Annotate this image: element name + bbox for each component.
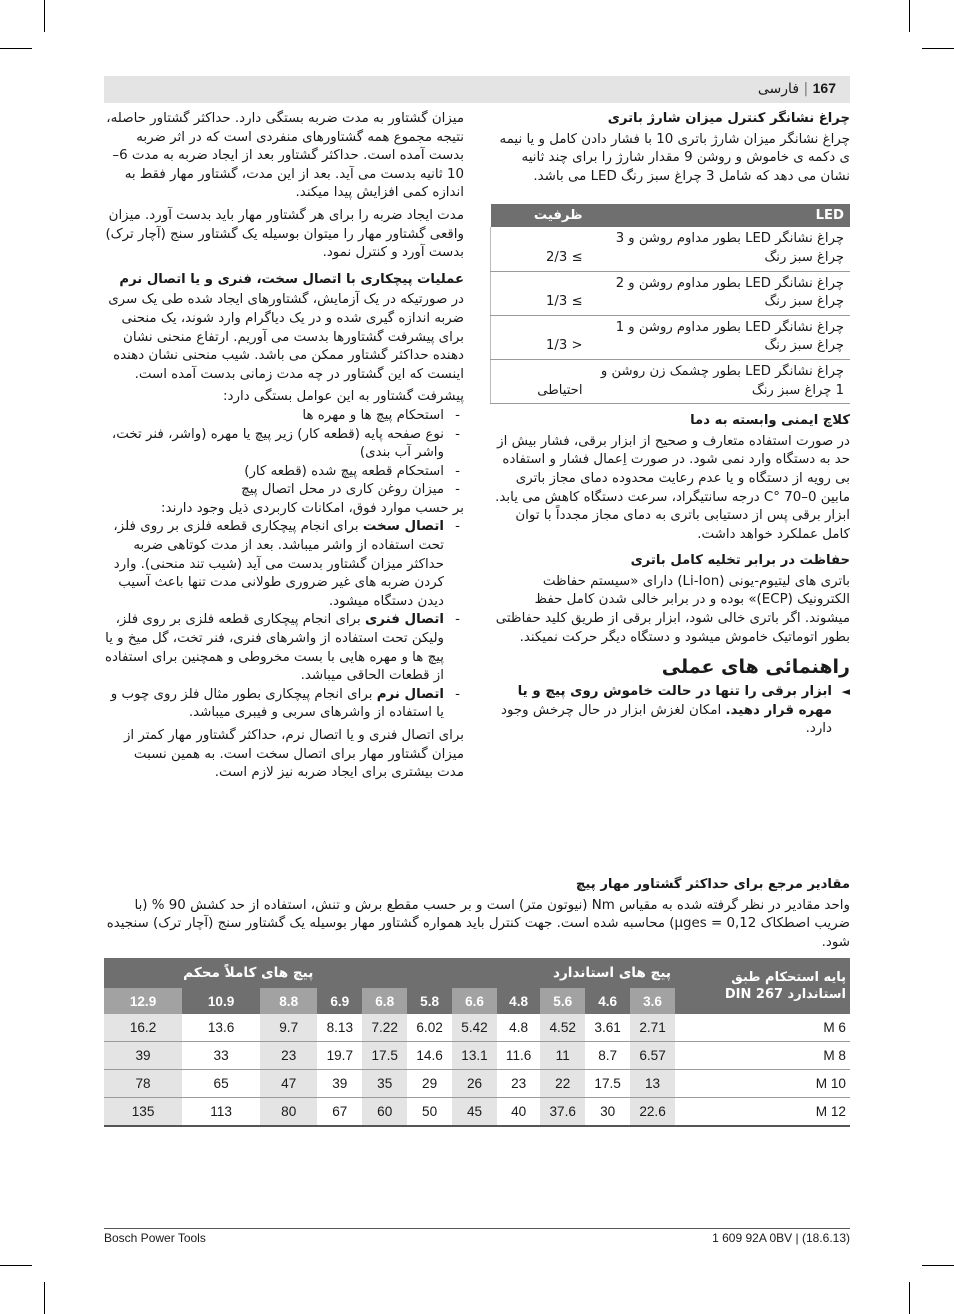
torque-value: 4.52	[540, 1014, 585, 1042]
table-row	[104, 1042, 850, 1070]
torque-reference-table	[104, 958, 850, 1127]
grade-header: 4.6	[585, 988, 630, 1014]
case-title-hard: اتصال سخت	[362, 519, 444, 535]
torque-value: 37.6	[540, 1098, 585, 1127]
crop-mark	[909, 1282, 910, 1314]
crop-mark	[0, 1265, 32, 1266]
torque-value: 2.71	[630, 1014, 675, 1042]
torque-value: 80	[260, 1098, 317, 1127]
cases-list	[104, 518, 464, 723]
torque-value: 67	[317, 1098, 362, 1127]
torque-value: 6.02	[407, 1014, 452, 1042]
torque-value: 23	[260, 1042, 317, 1070]
torque-value: 22	[540, 1070, 585, 1098]
list-item	[104, 611, 464, 685]
impact-duration-text: مدت ایجاد ضربه را برای هر گشتاور مهار باید بدست آورد. میزان واقعی گشتاور مهار را میتوان بوسیله یک گشتاور سنج (آچار ترک) بدست آورد و کنترل نمود.	[105, 207, 464, 261]
reference-values-text: واحد مقادیر در نظر گرفته شده به مقیاس Nm (نیوتون متر) است و بر حسب مقطع برش و تنش، استفاده از حد کشش 90 % (با ضریب اصطکاک μges = 0,12) محاسبه شده است. جهت کنترل باید همواره گشتاور مهار بوسیله یک گشتاور سنج (آچار ترک) سنجیده شود.	[106, 897, 850, 950]
case-text-soft: برای انجام پیچکاری بطور مثال فلز روی چوب و یا استفاده از واشرهای سربی و فیبری میباشد.	[110, 686, 444, 721]
section-title-screw-joints: عملیات پیچکاری با اتصال سخت، فنری و یا اتصال نرم	[119, 271, 464, 287]
torque-value: 40	[497, 1098, 540, 1127]
reference-values-section	[104, 876, 850, 952]
torque-value: 17.5	[362, 1042, 407, 1070]
grade-header: 5.6	[540, 988, 585, 1014]
torque-value: 14.6	[407, 1042, 452, 1070]
torque-value: 5.42	[452, 1014, 497, 1042]
torque-value: 30	[585, 1098, 630, 1127]
grade-header: 8.8	[260, 988, 317, 1014]
practical-tip-note	[490, 683, 850, 739]
factors-list	[104, 407, 464, 500]
torque-value: 45	[452, 1098, 497, 1127]
torque-value: 60	[362, 1098, 407, 1127]
thread-size: M 12	[675, 1098, 850, 1127]
torque-value: 19.7	[317, 1042, 362, 1070]
torque-value: 8.13	[317, 1014, 362, 1042]
torque-value: 4.8	[497, 1014, 540, 1042]
table-row	[491, 227, 851, 271]
section-title-temperature-clutch: کلاچ ایمنی وابسته به دما	[690, 413, 850, 429]
torque-value: 13.6	[182, 1014, 260, 1042]
torque-value: 13.1	[452, 1042, 497, 1070]
strength-class-header: پایه استحکام طبق استاندارد DIN 267	[675, 958, 850, 1014]
table-row	[491, 359, 851, 403]
torque-value: 26	[452, 1070, 497, 1098]
crop-mark	[0, 48, 32, 49]
torque-value: 65	[182, 1070, 260, 1098]
practical-tip-bold: ابزار برقی را تنها در حالت خاموش روی پیچ و یا مهره قرار دهید.	[517, 684, 832, 718]
header-language: فارسی	[757, 81, 800, 97]
torque-value: 11.6	[497, 1042, 540, 1070]
thread-size: M 8	[675, 1042, 850, 1070]
torque-intro-text: میزان گشتاور به مدت ضربه بستگی دارد. حداکثر گشتاور حاصله، نتیجه مجموع همه گشتاورهای منفردی است که در اثر ضربه بدست آمده است. حداکثر گشتاور بعد از ایجاد ضربه به مدت 6–10 ثانیه بدست می آید. بعد از این مدت، گشتاور مهار فقط به اندازه کمی افزایش پیدا میکند.	[106, 111, 464, 201]
table-row	[104, 1098, 850, 1127]
capacity-value: احتیاطی	[491, 359, 589, 403]
crop-mark	[44, 1282, 45, 1314]
torque-value: 17.5	[585, 1070, 630, 1098]
list-item: - استحکام پیچ ها و مهره ها	[104, 407, 464, 426]
crop-mark	[922, 48, 954, 49]
case-title-soft: اتصال نرم	[376, 686, 444, 702]
torque-value: 39	[104, 1042, 182, 1070]
grade-header: 5.8	[407, 988, 452, 1014]
torque-value: 22.6	[630, 1098, 675, 1127]
led-status-table	[490, 204, 850, 404]
grade-header: 6.9	[317, 988, 362, 1014]
torque-value: 33	[182, 1042, 260, 1070]
section-title-reference-values: مقادیر مرجع برای حداکثر گشتاور مهار پیچ	[575, 877, 850, 892]
section-title-deep-discharge: حفاظت در برابر تخلیه کامل باتری	[630, 553, 850, 569]
table-row	[491, 315, 851, 359]
cases-intro: بر حسب موارد فوق، امکانات کاربردی ذیل وجود دارند:	[161, 500, 464, 516]
footer-brand: Bosch Power Tools	[104, 1231, 206, 1245]
factors-intro: پیشرفت گشتاور به این عوامل بستگی دارد:	[223, 389, 464, 405]
torque-value: 135	[104, 1098, 182, 1127]
grade-header: 4.8	[497, 988, 540, 1014]
case-text-hard: برای انجام پیچکاری قطعه فلزی بر روی فلز، تحت استفاده از واشر میباشد. بعد از مدت کوتاهی ضربه حداکثر میزان گشتاور بدست می آید (شیب تند منحنی). وارد کردن ضربه های غیر ضروری طولانی مدت تنها باعث آسیب دیدن دستگاه میشود.	[113, 519, 444, 609]
grade-header: 3.6	[630, 988, 675, 1014]
case-text-spring: برای انجام پیچکاری قطعه فلزی بر روی فلز، ولیکن تحت استفاده از واشرهای فنری، فنر تخت، گل میخ و یا پیچ ها و مهره هایی با بست مخروطی و همچنین برای استفاده از قطعات الحاقی میباشد.	[104, 612, 444, 684]
torque-value: 113	[182, 1098, 260, 1127]
list-item: - میزان روغن کاری در محل اتصال پیچ	[104, 481, 464, 500]
grade-header: 6.8	[362, 988, 407, 1014]
led-description: چراغ نشانگر LED بطور مداوم روشن و 1 چراغ سبز رنگ	[589, 315, 851, 359]
temperature-clutch-text: در صورت استفاده متعارف و صحیح از ابزار برقی، فشار بیش از حد به دستگاه وارد نمی شود. در صورت اِعمال فشار و استفاده بی رویه از دستگاه و یا عدم رعایت محدوده دمای مجاز باتری مابین 0–70 °C درجه سانتیگراد، سرعت دستگاه کاهش می یابد. ابزار برقی پس از دستیابی باتری به دمای مجاز مجدداً با توان کامل عملکرد خواهد داشت.	[495, 433, 850, 542]
torque-value: 78	[104, 1070, 182, 1098]
crop-mark	[922, 1265, 954, 1266]
torque-value: 23	[497, 1070, 540, 1098]
led-description: چراغ نشانگر LED بطور مداوم روشن و 3 چراغ سبز رنگ	[589, 227, 851, 271]
header-separator: |	[803, 81, 809, 97]
torque-value: 11	[540, 1042, 585, 1070]
charge-indicator-text: چراغ نشانگر میزان شارژ باتری 10 با فشار دادن کامل و یا نیمه ی دکمه ی خاموش و روشن 9 مقدار شارژ را برای چند ثانیه نشان می دهد که شامل 3 چراغ سبز رنگ LED می باشد.	[499, 131, 850, 184]
footer-doc-number: 1 609 92A 0BV | (18.6.13)	[712, 1231, 850, 1245]
torque-value: 6.57	[630, 1042, 675, 1070]
list-item	[104, 686, 464, 723]
case-title-spring: اتصال فنری	[365, 612, 444, 628]
left-column	[104, 110, 464, 783]
section-title-charge-indicator: چراغ نشانگر کنترل میزان شارژ باتری	[607, 111, 850, 126]
torque-value: 47	[260, 1070, 317, 1098]
standard-screws-header: پیچ های استاندارد	[317, 958, 675, 988]
grade-header: 12.9	[104, 988, 182, 1014]
torque-value: 8.7	[585, 1042, 630, 1070]
torque-value: 3.61	[585, 1014, 630, 1042]
torque-value: 29	[407, 1070, 452, 1098]
header-text	[758, 80, 836, 97]
list-item: - استحکام قطعه پیچ شده (قطعه کار)	[104, 463, 464, 482]
practical-tip-rest: امکان لغزش ابزار در حال چرخش وجود دارد.	[501, 702, 832, 737]
list-item	[104, 518, 464, 611]
torque-value: 13	[630, 1070, 675, 1098]
grade-header: 6.6	[452, 988, 497, 1014]
deep-discharge-text: باتری های لیتیوم-یونی (Li-Ion) دارای «سیستم حفاظت الکترونیک (ECP)» بوده و در برابر خالی شدن کامل حفظ میشوند. اگر باتری خالی شود، ابزار برقی از طریق کلید حفاظتی بطور اتوماتیک خاموش میشود و دستگاه دیگر حرکت نمیکند.	[495, 573, 850, 645]
footer-rule	[104, 1228, 850, 1229]
table-row	[104, 1014, 850, 1042]
section-title-practical-tips: راهنمائی های عملی	[661, 656, 850, 679]
table-row	[104, 1070, 850, 1098]
capacity-value: ≥ 1/3	[491, 271, 589, 315]
led-description: چراغ نشانگر LED بطور چشمک زن روشن و 1 چراغ سبز رنگ	[589, 359, 851, 403]
led-description: چراغ نشانگر LED بطور مداوم روشن و 2 چراغ سبز رنگ	[589, 271, 851, 315]
capacity-column-header: ظرفیت	[491, 204, 589, 227]
torque-value: 9.7	[260, 1014, 317, 1042]
list-item: - نوع صفحه پایه (قطعه کار) زیر پیچ یا مهره (واشر، فنر تخت، واشر آب بندی)	[104, 426, 464, 463]
torque-value: 35	[362, 1070, 407, 1098]
thread-size: M 6	[675, 1014, 850, 1042]
screw-joints-text: در صورتیکه در یک آزمایش، گشتاورهای ایجاد شده طی یک سری ضربه اندازه گیری شده و در یک دیاگرام وارد شوند، یک منحنی برای پیشرفت گشتاورها بدست می آوریم. ارتفاع منحنی نشان دهنده حداکثر گشتاور ممکن می باشد. شیب منحنی نشان دهنده اینست که این گشتاور در چه مدت زمانی بدست آمده است.	[108, 292, 464, 382]
crop-mark	[44, 0, 45, 32]
table-row	[491, 271, 851, 315]
torque-value: 39	[317, 1070, 362, 1098]
thread-size: M 10	[675, 1070, 850, 1098]
right-column	[490, 110, 850, 739]
soft-joint-text: برای اتصال فنری و یا اتصال نرم، حداکثر گشتاور مهار کمتر از میزان گشتاور مهار برای اتصال سخت است. به همین نسبت مدت بیشتری برای ایجاد ضربه نیز لازم است.	[123, 728, 464, 781]
capacity-value: ≥ 2/3	[491, 227, 589, 271]
page-header	[104, 76, 850, 103]
grade-header: 10.9	[182, 988, 260, 1014]
torque-value: 7.22	[362, 1014, 407, 1042]
hardened-screws-header: پیچ های کاملاً محکم	[104, 958, 317, 988]
led-column-header: LED	[589, 204, 851, 227]
torque-value: 16.2	[104, 1014, 182, 1042]
torque-value: 50	[407, 1098, 452, 1127]
page-number: 167	[812, 80, 836, 96]
crop-mark	[909, 0, 910, 32]
capacity-value: < 1/3	[491, 315, 589, 359]
